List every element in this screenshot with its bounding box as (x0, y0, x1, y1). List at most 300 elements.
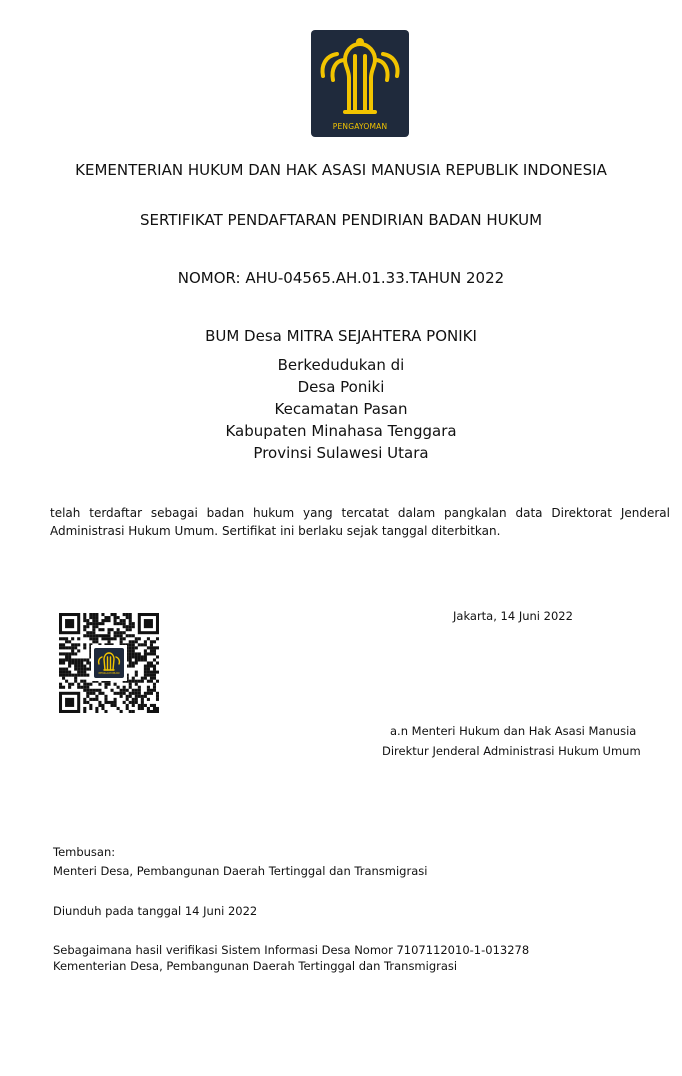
verification-line-2: Kementerian Desa, Pembangunan Daerah Tertinggal dan Transmigrasi (53, 959, 458, 973)
qr-module (117, 628, 120, 631)
qr-module (107, 619, 110, 622)
qr-module (123, 686, 126, 689)
qr-module (65, 646, 68, 649)
qr-module (107, 683, 110, 686)
qr-module (89, 698, 92, 701)
qr-module (138, 704, 141, 707)
qr-module (126, 698, 129, 701)
qr-module (147, 668, 150, 671)
qr-module (156, 710, 159, 713)
qr-module (104, 701, 107, 704)
qr-module (135, 674, 138, 677)
qr-module (135, 680, 138, 683)
qr-module (111, 701, 114, 704)
qr-module (86, 634, 89, 637)
qr-module (150, 643, 153, 646)
qr-module (104, 616, 107, 619)
qr-module (123, 625, 126, 628)
qr-module (156, 646, 159, 649)
qr-module (71, 658, 74, 661)
qr-module (153, 649, 156, 652)
banyan-tree-emblem-icon (311, 30, 409, 122)
qr-module (120, 692, 123, 695)
qr-module (80, 665, 83, 668)
qr-module (62, 658, 65, 661)
qr-module (59, 658, 62, 661)
qr-module (132, 625, 135, 628)
qr-module (129, 622, 132, 625)
qr-module (95, 625, 98, 628)
qr-module (101, 692, 104, 695)
qr-module (120, 695, 123, 698)
qr-module (95, 695, 98, 698)
qr-module (107, 631, 110, 634)
qr-module (107, 616, 110, 619)
qr-module (129, 643, 132, 646)
qr-module (71, 674, 74, 677)
qr-module (59, 671, 62, 674)
qr-module (111, 613, 114, 616)
qr-module (68, 671, 71, 674)
qr-module (129, 646, 132, 649)
qr-module (62, 686, 65, 689)
qr-module (126, 707, 129, 710)
qr-module (77, 661, 80, 664)
qr-module (71, 637, 74, 640)
qr-module (138, 680, 141, 683)
qr-module (83, 707, 86, 710)
qr-module (153, 710, 156, 713)
qr-module (68, 683, 71, 686)
qr-module (80, 658, 83, 661)
qr-module (156, 707, 159, 710)
qr-module (59, 646, 62, 649)
qr-module (104, 634, 107, 637)
qr-module (147, 707, 150, 710)
qr-module (132, 701, 135, 704)
qr-module (83, 701, 86, 704)
qr-module (132, 680, 135, 683)
qr-module (80, 686, 83, 689)
qr-module (132, 665, 135, 668)
qr-module (156, 661, 159, 664)
qr-module (80, 668, 83, 671)
qr-module (141, 701, 144, 704)
qr-module (144, 658, 147, 661)
qr-module (107, 628, 110, 631)
qr-module (86, 701, 89, 704)
qr-module (86, 692, 89, 695)
qr-module (77, 649, 80, 652)
qr-module (138, 652, 141, 655)
qr-module (68, 661, 71, 664)
qr-module (71, 661, 74, 664)
qr-module (92, 616, 95, 619)
qr-module (132, 698, 135, 701)
qr-module (104, 686, 107, 689)
qr-module (135, 671, 138, 674)
qr-module (153, 646, 156, 649)
district-name: Kecamatan Pasan (274, 400, 408, 418)
qr-module (65, 680, 68, 683)
qr-module (74, 668, 77, 671)
qr-module (98, 683, 101, 686)
place-date: Jakarta, 14 Juni 2022 (453, 609, 573, 623)
qr-code (59, 613, 159, 713)
qr-module (86, 625, 89, 628)
qr-module (86, 689, 89, 692)
qr-module (132, 710, 135, 713)
qr-module (95, 613, 98, 616)
certificate-number: NOMOR: AHU-04565.AH.01.33.TAHUN 2022 (177, 269, 505, 287)
qr-module (138, 658, 141, 661)
qr-module (138, 707, 141, 710)
qr-module (141, 643, 144, 646)
qr-module (95, 689, 98, 692)
qr-module (83, 668, 86, 671)
qr-module (77, 686, 80, 689)
qr-module (123, 631, 126, 634)
qr-module (129, 658, 132, 661)
qr-module (129, 710, 132, 713)
qr-module (138, 692, 141, 695)
domicile-label: Berkedudukan di (277, 356, 405, 374)
qr-module (98, 704, 101, 707)
qr-module (153, 640, 156, 643)
qr-module (141, 698, 144, 701)
qr-module (129, 661, 132, 664)
qr-module (150, 674, 153, 677)
qr-module (138, 637, 141, 640)
qr-module (120, 689, 123, 692)
qr-module (62, 671, 65, 674)
qr-module (95, 622, 98, 625)
qr-module (144, 704, 147, 707)
qr-module (59, 683, 62, 686)
qr-module (132, 689, 135, 692)
qr-module (89, 613, 92, 616)
qr-module (92, 640, 95, 643)
qr-module (71, 646, 74, 649)
qr-module (101, 619, 104, 622)
qr-module (129, 640, 132, 643)
qr-module (129, 628, 132, 631)
qr-module (89, 634, 92, 637)
qr-module (138, 689, 141, 692)
qr-module (129, 613, 132, 616)
qr-module (89, 692, 92, 695)
qr-module (107, 634, 110, 637)
qr-module (101, 622, 104, 625)
entity-name: BUM Desa MITRA SEJAHTERA PONIKI (205, 327, 477, 345)
qr-module (156, 680, 159, 683)
qr-module (101, 628, 104, 631)
qr-module (107, 637, 110, 640)
qr-module (80, 680, 83, 683)
qr-module (141, 680, 144, 683)
qr-module (132, 649, 135, 652)
qr-module (129, 655, 132, 658)
qr-module (83, 634, 86, 637)
qr-module (132, 692, 135, 695)
qr-module (74, 658, 77, 661)
qr-module (147, 698, 150, 701)
qr-module (123, 613, 126, 616)
qr-module (129, 686, 132, 689)
qr-module (114, 616, 117, 619)
qr-module (147, 646, 150, 649)
qr-center-logo (91, 645, 127, 681)
qr-module (83, 646, 86, 649)
qr-module (150, 649, 153, 652)
qr-module (120, 619, 123, 622)
qr-module (68, 686, 71, 689)
qr-module (83, 625, 86, 628)
qr-module (141, 707, 144, 710)
qr-module (104, 637, 107, 640)
qr-module (59, 652, 62, 655)
qr-module (144, 655, 147, 658)
registration-statement: telah terdaftar sebagai badan hukum yang tercatat dalam pangkalan data Direktorat Jenderal Administrasi Hukum Umum. Sertifikat ini berlaku sejak tanggal diterbitkan. (50, 506, 670, 538)
qr-module (95, 634, 98, 637)
qr-module (120, 640, 123, 643)
qr-module (92, 637, 95, 640)
qr-module (132, 640, 135, 643)
qr-module (89, 622, 92, 625)
qr-module (86, 661, 89, 664)
qr-module (141, 677, 144, 680)
qr-module (65, 655, 68, 658)
qr-module (68, 658, 71, 661)
qr-module (150, 665, 153, 668)
qr-module (129, 680, 132, 683)
province-name: Provinsi Sulawesi Utara (253, 444, 429, 462)
qr-module (126, 613, 129, 616)
qr-module (77, 665, 80, 668)
qr-center-label: PENGAYOMAN (98, 671, 120, 675)
qr-module (150, 640, 153, 643)
qr-module (59, 643, 62, 646)
qr-module (104, 695, 107, 698)
qr-module (114, 637, 117, 640)
qr-module (77, 683, 80, 686)
qr-module (83, 710, 86, 713)
qr-module (117, 707, 120, 710)
qr-module (132, 661, 135, 664)
qr-module (65, 668, 68, 671)
qr-module (92, 613, 95, 616)
qr-module (74, 652, 77, 655)
qr-module (101, 707, 104, 710)
qr-module (77, 668, 80, 671)
qr-module (153, 704, 156, 707)
qr-module (135, 655, 138, 658)
logo-label: PENGAYOMAN (332, 122, 388, 131)
qr-module (132, 704, 135, 707)
qr-module (59, 637, 62, 640)
qr-module (86, 631, 89, 634)
qr-module (117, 634, 120, 637)
qr-module (156, 655, 159, 658)
qr-module (126, 704, 129, 707)
qr-module (101, 637, 104, 640)
qr-module (62, 674, 65, 677)
qr-module (153, 689, 156, 692)
qr-module (92, 692, 95, 695)
pengayoman-logo (311, 30, 409, 137)
qr-module (62, 637, 65, 640)
qr-module (86, 683, 89, 686)
qr-module (129, 634, 132, 637)
qr-module (59, 668, 62, 671)
qr-module (156, 671, 159, 674)
qr-module (107, 640, 110, 643)
qr-module (135, 701, 138, 704)
qr-finder-pattern (65, 619, 74, 628)
qr-module (89, 637, 92, 640)
signatory-title: Direktur Jenderal Administrasi Hukum Umum (382, 744, 641, 758)
qr-module (74, 674, 77, 677)
qr-module (126, 689, 129, 692)
qr-module (132, 677, 135, 680)
qr-module (123, 619, 126, 622)
qr-finder-pattern (65, 698, 74, 707)
qr-module (135, 658, 138, 661)
qr-module (114, 704, 117, 707)
qr-module (62, 646, 65, 649)
qr-module (153, 658, 156, 661)
qr-module (153, 707, 156, 710)
qr-module (83, 643, 86, 646)
qr-module (129, 649, 132, 652)
qr-module (83, 698, 86, 701)
qr-module (114, 634, 117, 637)
qr-module (147, 661, 150, 664)
qr-module (59, 661, 62, 664)
qr-module (138, 655, 141, 658)
qr-module (135, 692, 138, 695)
qr-module (86, 619, 89, 622)
qr-module (83, 674, 86, 677)
qr-module (77, 674, 80, 677)
qr-module (147, 637, 150, 640)
qr-module (111, 689, 114, 692)
qr-module (129, 683, 132, 686)
qr-module (71, 683, 74, 686)
qr-module (95, 707, 98, 710)
qr-module (117, 622, 120, 625)
qr-module (62, 643, 65, 646)
qr-module (129, 625, 132, 628)
qr-module (135, 695, 138, 698)
qr-module (144, 695, 147, 698)
qr-module (83, 689, 86, 692)
qr-module (150, 646, 153, 649)
qr-module (141, 704, 144, 707)
qr-module (74, 643, 77, 646)
qr-module (117, 692, 120, 695)
qr-module (71, 652, 74, 655)
qr-module (150, 680, 153, 683)
qr-module (123, 689, 126, 692)
qr-module (86, 695, 89, 698)
qr-module (92, 698, 95, 701)
qr-module (86, 622, 89, 625)
qr-module (153, 686, 156, 689)
qr-module (80, 671, 83, 674)
qr-module (74, 680, 77, 683)
qr-module (144, 671, 147, 674)
qr-module (68, 665, 71, 668)
qr-module (59, 674, 62, 677)
qr-module (95, 640, 98, 643)
qr-module (120, 634, 123, 637)
qr-module (92, 625, 95, 628)
qr-module (135, 661, 138, 664)
qr-module (80, 661, 83, 664)
qr-module (104, 698, 107, 701)
qr-module (114, 692, 117, 695)
qr-module (129, 652, 132, 655)
verification-line-1: Sebagaimana hasil verifikasi Sistem Informasi Desa Nomor 7107112010-1-013278 (53, 943, 530, 957)
qr-module (117, 631, 120, 634)
qr-module (144, 665, 147, 668)
qr-module (98, 689, 101, 692)
qr-module (92, 634, 95, 637)
qr-module (135, 689, 138, 692)
qr-module (132, 643, 135, 646)
qr-module (77, 658, 80, 661)
qr-module (144, 668, 147, 671)
qr-module (147, 710, 150, 713)
qr-module (68, 674, 71, 677)
qr-module (83, 658, 86, 661)
qr-module (126, 625, 129, 628)
qr-finder-pattern (144, 619, 153, 628)
qr-module (114, 631, 117, 634)
qr-module (153, 674, 156, 677)
qr-module (147, 689, 150, 692)
qr-module (86, 686, 89, 689)
qr-module (89, 707, 92, 710)
qr-module (92, 631, 95, 634)
qr-module (144, 674, 147, 677)
qr-module (83, 665, 86, 668)
qr-module (147, 692, 150, 695)
qr-module (135, 698, 138, 701)
qr-module (111, 628, 114, 631)
qr-module (83, 683, 86, 686)
qr-module (153, 665, 156, 668)
qr-module (144, 652, 147, 655)
qr-module (101, 704, 104, 707)
qr-module (89, 704, 92, 707)
qr-module (147, 686, 150, 689)
qr-module (147, 652, 150, 655)
qr-module (126, 616, 129, 619)
qr-module (111, 704, 114, 707)
qr-module (65, 637, 68, 640)
qr-module (74, 646, 77, 649)
qr-module (86, 674, 89, 677)
qr-module (107, 701, 110, 704)
qr-module (104, 710, 107, 713)
qr-module (68, 646, 71, 649)
qr-module (98, 692, 101, 695)
qr-module (92, 689, 95, 692)
on-behalf-of: a.n Menteri Hukum dan Hak Asasi Manusia (390, 724, 637, 738)
qr-module (59, 686, 62, 689)
